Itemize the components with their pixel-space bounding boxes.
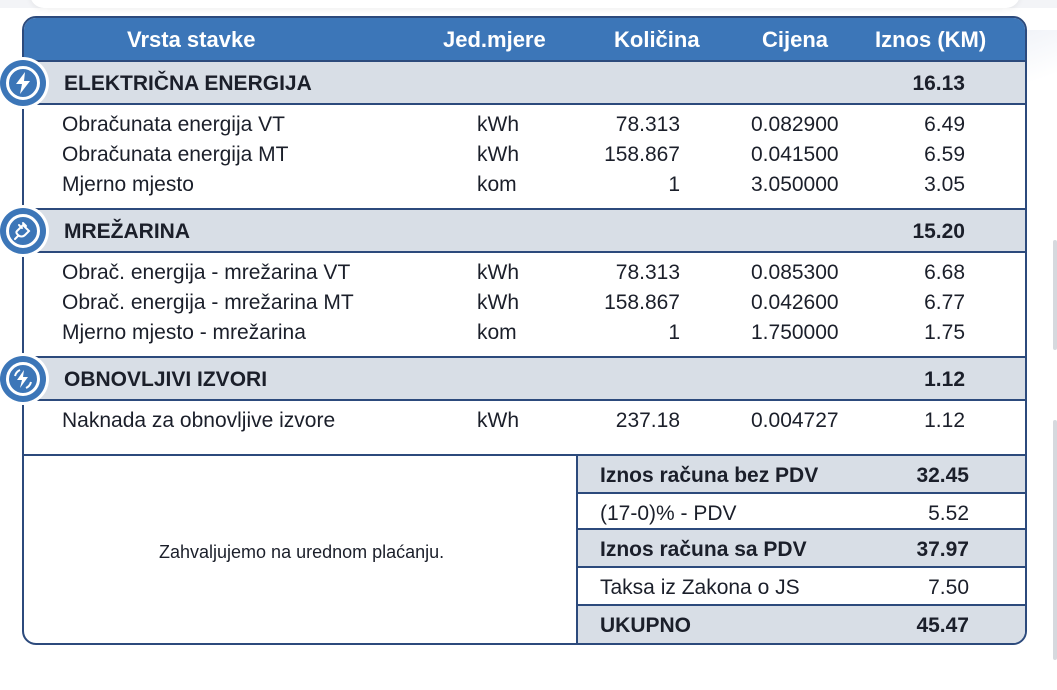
section-title: OBNOVLJIVI IZVORI <box>64 368 268 391</box>
table-row <box>24 258 1025 288</box>
summary-label: Iznos računa bez PDV <box>600 464 819 487</box>
bill-items-table <box>22 16 1027 645</box>
summary-label: Iznos računa sa PDV <box>600 538 807 561</box>
item-unit: kWh <box>477 113 519 136</box>
item-price: 0.042600 <box>751 291 839 314</box>
summary-label: UKUPNO <box>600 614 692 637</box>
item-unit: kWh <box>477 261 519 284</box>
item-quantity: 158.867 <box>604 143 680 166</box>
item-amount: 6.68 <box>924 261 965 284</box>
item-name: Naknada za obnovljive izvore <box>62 409 336 432</box>
item-price: 0.041500 <box>751 143 839 166</box>
column-header-amount: Iznos (KM) <box>875 27 987 52</box>
scroll-edge-marker <box>1053 240 1057 350</box>
summary-row-tax <box>578 568 1027 606</box>
item-name: Obračunata energija MT <box>62 143 289 166</box>
summary-row-net <box>578 456 1027 494</box>
thank-you-note <box>24 454 576 645</box>
item-unit: kWh <box>477 291 519 314</box>
plug-icon <box>0 208 46 254</box>
item-quantity: 1 <box>668 321 680 344</box>
item-quantity: 1 <box>668 173 680 196</box>
item-quantity: 158.867 <box>604 291 680 314</box>
item-price: 0.082900 <box>751 113 839 136</box>
thank-you-text: Zahvaljujemo na urednom plaćanju. <box>159 542 445 562</box>
item-name: Mjerno mjesto <box>62 173 194 196</box>
item-unit: kom <box>477 321 517 344</box>
item-amount: 6.49 <box>924 113 965 136</box>
lightning-icon <box>0 60 46 106</box>
summary-value: 32.45 <box>916 464 969 487</box>
item-unit: kWh <box>477 143 519 166</box>
section-title: ELEKTRIČNA ENERGIJA <box>64 72 312 95</box>
item-amount: 1.12 <box>924 409 965 432</box>
summary-value: 7.50 <box>928 576 969 599</box>
item-name: Obrač. energija - mrežarina MT <box>62 291 354 314</box>
table-row <box>24 170 1025 200</box>
item-price: 0.085300 <box>751 261 839 284</box>
table-row <box>24 140 1025 170</box>
section-total: 16.13 <box>912 72 965 95</box>
previous-card-edge <box>30 0 1020 8</box>
column-header-quantity: Količina <box>614 27 700 52</box>
table-row <box>24 318 1025 348</box>
section-header-electricity <box>24 60 1025 105</box>
summary-value: 37.97 <box>916 538 969 561</box>
item-amount: 6.59 <box>924 143 965 166</box>
renewable-lightning-icon <box>0 356 46 402</box>
section-header-network-fee <box>24 208 1025 253</box>
item-price: 3.050000 <box>751 173 839 196</box>
item-quantity: 237.18 <box>615 409 680 432</box>
section-header-renewables <box>24 356 1025 401</box>
item-amount: 3.05 <box>924 173 965 196</box>
summary-label: Taksa iz Zakona o JS <box>600 576 800 599</box>
summary-table <box>576 454 1025 643</box>
table-row <box>24 288 1025 318</box>
table-row <box>24 406 1025 436</box>
item-quantity: 78.313 <box>615 113 680 136</box>
item-unit: kWh <box>477 409 519 432</box>
summary-label: (17-0)% - PDV <box>600 502 737 525</box>
scroll-edge-marker <box>1053 420 1057 660</box>
summary-row-gross <box>578 530 1027 568</box>
table-row <box>24 110 1025 140</box>
item-name: Obrač. energija - mrežarina VT <box>62 261 351 284</box>
item-unit: kom <box>477 173 517 196</box>
item-price: 0.004727 <box>751 409 839 432</box>
table-header <box>24 18 1025 62</box>
item-amount: 1.75 <box>924 321 965 344</box>
summary-value: 45.47 <box>916 614 969 637</box>
column-header-item-type: Vrsta stavke <box>127 27 256 52</box>
column-header-unit: Jed.mjere <box>443 27 546 52</box>
item-quantity: 78.313 <box>615 261 680 284</box>
section-total: 1.12 <box>924 368 965 391</box>
item-name: Mjerno mjesto - mrežarina <box>62 321 306 344</box>
section-title: MREŽARINA <box>64 220 190 243</box>
column-header-price: Cijena <box>762 27 829 52</box>
item-price: 1.750000 <box>751 321 839 344</box>
summary-row-vat <box>578 494 1027 530</box>
item-name: Obračunata energija VT <box>62 113 285 136</box>
section-total: 15.20 <box>912 220 965 243</box>
summary-row-total <box>578 606 1027 645</box>
summary-value: 5.52 <box>928 502 969 525</box>
item-amount: 6.77 <box>924 291 965 314</box>
